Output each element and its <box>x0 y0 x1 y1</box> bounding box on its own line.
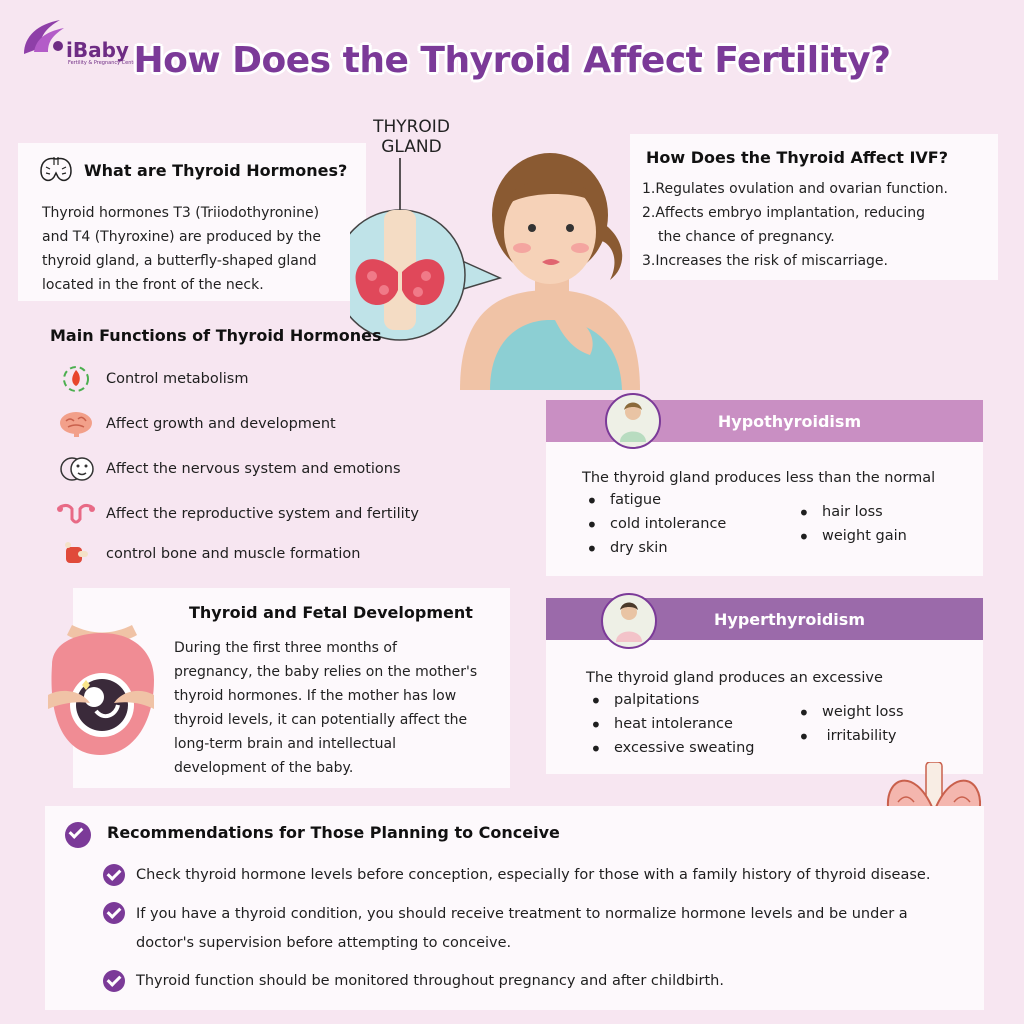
ivf-item: 2.Affects embryo implantation, reducing <box>642 205 926 221</box>
fetal-line: development of the baby. <box>174 760 354 776</box>
function-item <box>56 539 360 569</box>
check-icon <box>103 970 125 992</box>
hypothyroidism-intro: The thyroid gland produces less than the normal <box>582 470 936 486</box>
fetal-line: thyroid levels, it can potentially affect the <box>174 712 468 728</box>
symptom-item: • excessive sweating <box>614 740 754 756</box>
hypothyroidism-heading: Hypothyroidism <box>717 411 862 431</box>
fetal-line: During the first three months of <box>174 640 397 656</box>
function-item <box>56 364 248 394</box>
symptom-item: • hair loss <box>822 504 883 520</box>
function-label: Affect the reproductive system and fertility <box>106 506 419 522</box>
recommendations-card <box>45 806 984 1010</box>
check-icon <box>65 822 91 848</box>
symptom-item: • fatigue <box>610 492 661 508</box>
function-label: Control metabolism <box>106 371 249 387</box>
function-item <box>56 409 336 439</box>
symptom-item: • heat intolerance <box>614 716 733 732</box>
hormones-line: Thyroid hormones T3 (Triiodothyronine) <box>42 205 320 221</box>
hyperthyroidism-heading: Hyperthyroidism <box>714 609 865 629</box>
symptom-item: • weight loss <box>822 704 904 720</box>
thyroid-label-line: THYROID <box>373 117 450 137</box>
hormones-line: located in the front of the neck. <box>42 277 264 293</box>
ivf-item: 3.Increases the risk of miscarriage. <box>642 253 888 269</box>
bone-muscle-icon <box>56 539 96 569</box>
function-item <box>56 454 401 484</box>
thyroid-label-line: GLAND <box>381 137 442 157</box>
hormones-card <box>18 143 366 301</box>
hormones-heading: What are Thyroid Hormones? <box>84 161 348 180</box>
symptom-item: • cold intolerance <box>610 516 726 532</box>
ivf-item: 1.Regulates ovulation and ovarian function. <box>642 181 949 197</box>
brain-icon <box>56 409 96 439</box>
recommendations-heading: Recommendations for Those Planning to Conceive <box>107 823 560 842</box>
recommendation-item: Thyroid function should be monitored throughout pregnancy and after childbirth. <box>136 973 724 989</box>
recommendation-item: Check thyroid hormone levels before conception, especially for those with a family history of thyroid disease. <box>136 867 931 883</box>
recommendation-item: doctor's supervision before attempting to conceive. <box>136 935 512 951</box>
recommendation-item: If you have a thyroid condition, you should receive treatment to normalize hormone levels and be under a <box>136 906 908 922</box>
ivf-item: the chance of pregnancy. <box>658 229 835 245</box>
check-icon <box>103 902 125 924</box>
ivf-card <box>630 134 998 280</box>
pregnant-belly-illustration <box>42 625 160 760</box>
thyroid-outline-icon <box>38 155 74 187</box>
woman-thyroid-illustration <box>350 150 650 390</box>
hormones-line: thyroid gland, a butterfly-shaped gland <box>42 253 317 269</box>
fetal-line: pregnancy, the baby relies on the mother's <box>174 664 478 680</box>
emotions-icon <box>56 454 96 484</box>
symptom-item: • dry skin <box>610 540 668 556</box>
function-label: Affect growth and development <box>106 416 336 432</box>
brand-name: iBaby <box>66 38 129 62</box>
function-item <box>56 499 419 529</box>
uterus-icon <box>56 499 96 529</box>
ivf-heading: How Does the Thyroid Affect IVF? <box>646 148 948 167</box>
hormones-line: and T4 (Thyroxine) are produced by the <box>42 229 322 245</box>
check-icon <box>103 864 125 886</box>
hyperthyroidism-intro: The thyroid gland produces an excessive <box>586 670 883 686</box>
metabolism-icon <box>56 364 96 394</box>
function-label: control bone and muscle formation <box>106 546 361 562</box>
page-title: How Does the Thyroid Affect Fertility? <box>133 40 891 81</box>
hyperthyroidism-avatar <box>600 592 658 650</box>
functions-heading: Main Functions of Thyroid Hormones <box>50 326 382 345</box>
symptom-item: • weight gain <box>822 528 907 544</box>
function-label: Affect the nervous system and emotions <box>106 461 401 477</box>
fetal-heading: Thyroid and Fetal Development <box>189 603 473 622</box>
symptom-item: • palpitations <box>614 692 699 708</box>
brand-tagline: Fertility & Pregnancy Center <box>68 60 139 66</box>
fetal-line: long-term brain and intellectual <box>174 736 396 752</box>
fetal-line: thyroid hormones. If the mother has low <box>174 688 457 704</box>
symptom-item: • irritability <box>822 728 896 744</box>
hypothyroidism-avatar <box>604 392 662 450</box>
